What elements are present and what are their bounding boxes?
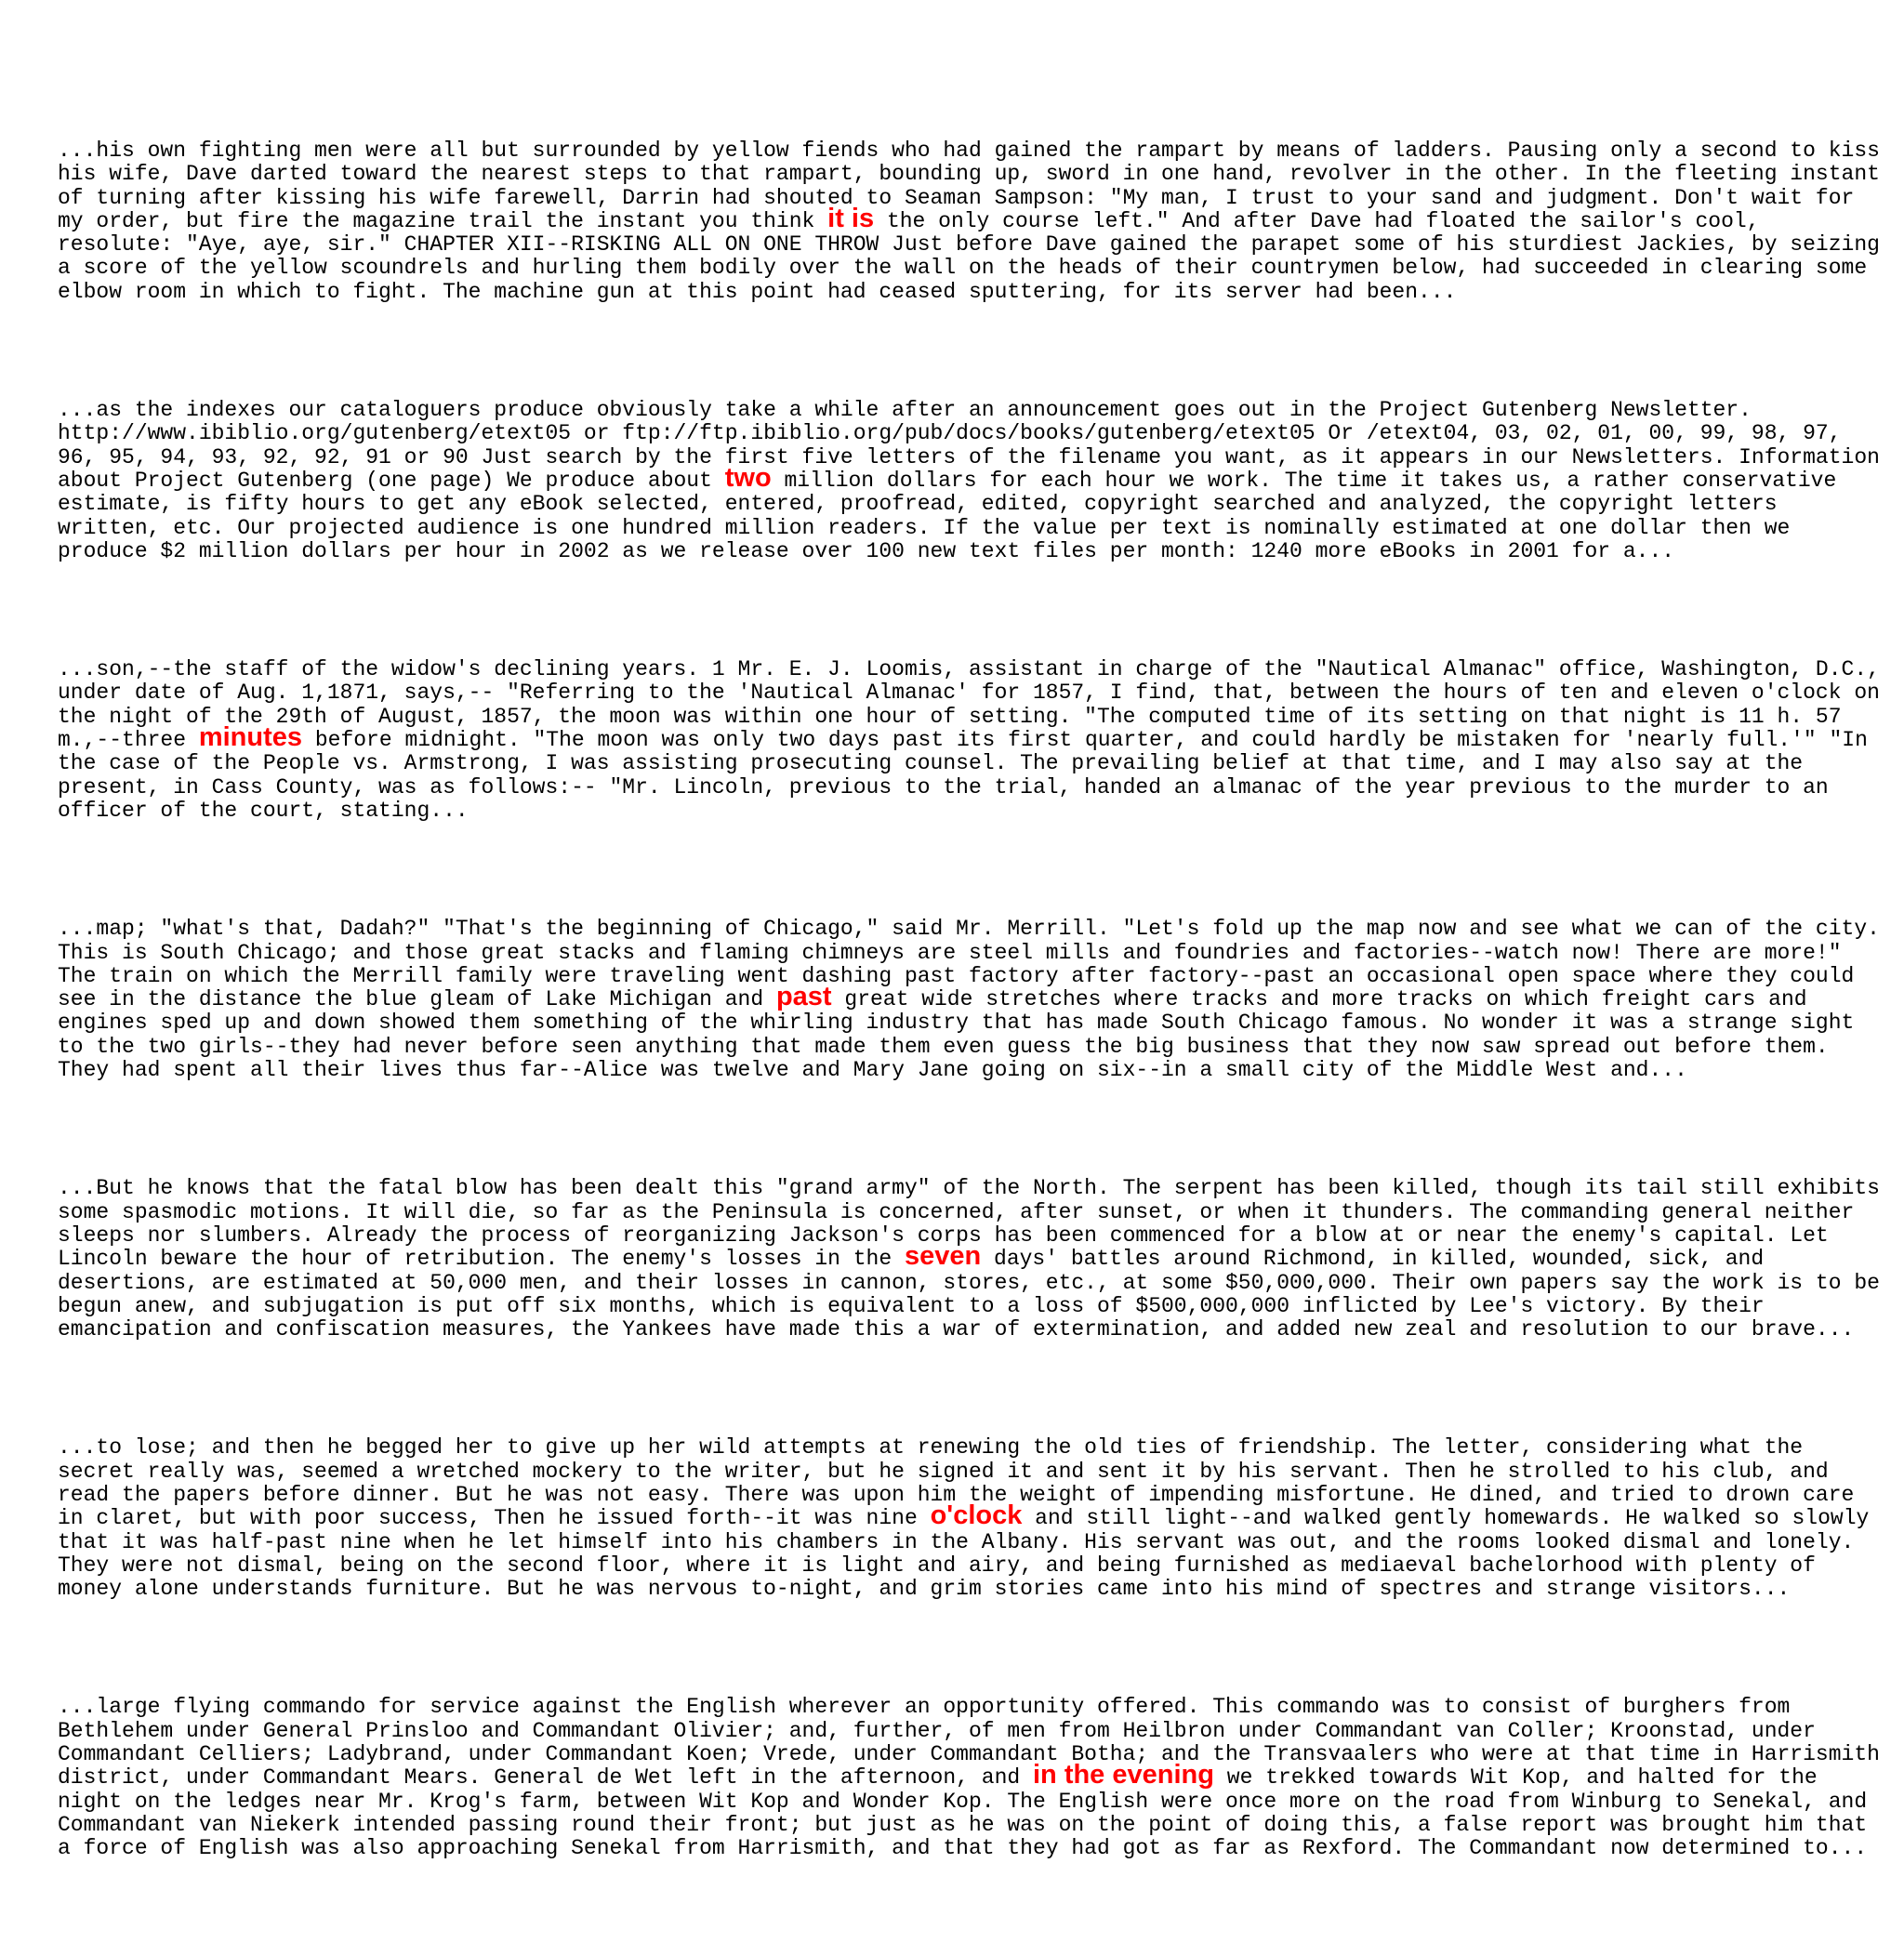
passage-text-before: ...large flying commando for service against the English wherever an opportunity offered. This commando was to consist of burghers from Bethlehem under General Prinsloo and Commandant Olivier; and, further, of men from Heilbron under Commandant van Coller; Kroonstad, under Commandant Celliers; Ladybrand, under Commandant Koen; Vrede, under Commandant Botha; and the Transvaalers who were at that time in Harrismith district, under Commandant Mears. General de Wet left in the afternoon, and [58,1695,1880,1791]
highlighted-phrase: it is [827,203,875,233]
highlighted-phrase: past [775,982,832,1012]
passage-text-after: million dollars for each hour we work. The time it takes us, a rather conservative estimate, is fifty hours to get any eBook selected, entered, proofread, edited, copyright searched and analyzed, the copyright letters written, etc. Our projected audience is one hundred million readers. If the value per text is nominally estimated at one dollar then we produce $2 million dollars per hour in 2002 as we release over 100 new text files per month: 1240 more eBooks in 2001 for a... [58,468,1837,563]
passage-text-before: ...map; "what's that, Dadah?" "That's the beginning of Chicago," said Mr. Merrill. "Let's fold up the map now and see what we can of the city. This is South Chicago; and those great stacks and flaming chimneys are steel mills and foundries and factories--watch now! There are more!" The train on which the Merrill family were traveling went dashing past factory after factory--past an occasional open space where they could see in the distance the blue gleam of Lake Michigan and [58,917,1880,1012]
passage-3 [58,658,1880,823]
passage-text-after: and still light--and walked gently homewards. He walked so slowly that it was half-past nine when he let himself into his chambers in the Albany. His servant was out, and the rooms looked dismal and lonely. They were not dismal, being on the second floor, where it is light and airy, and being furnished as mediaeval bachelorhood with plenty of money alone understands furniture. But he was nervous to-night, and grim stories came into his mind of spectres and strange visitors... [58,1506,1870,1602]
passage-text-before: ...But he knows that the fatal blow has been dealt this "grand army" of the North. The serpent has been killed, though its tail still exhibits some spasmodic motions. It will die, so far as the Peninsula is concerned, after sunset, or when it thunders. The commanding general neither sleeps nor slumbers. Already the process of reorganizing Jackson's corps has been commenced for a blow at or near the enemy's capital. Let Lincoln beware the hour of retribution. The enemy's losses in the [58,1176,1880,1272]
highlighted-phrase: in the evening [1032,1760,1214,1791]
passage-text-after: before midnight. "The moon was only two days past its first quarter, and could hardly be mistaken for 'nearly full.'" "In the case of the People vs. Armstrong, I was assisting prosecuting counsel. The prevailing belief at that time, and I may also say at the present, in Cass County, was as follows:-- "Mr. Lincoln, previous to the trial, handed an almanac of the year previous to the murder to an officer of the court, stating... [58,728,1868,823]
highlighted-phrase: two [724,462,772,493]
highlighted-phrase: o'clock [930,1500,1023,1531]
passage-list [58,139,1880,1956]
passage-text-after: days' battles around Richmond, in killed, wounded, sick, and desertions, are estimated at 50,000 men, and their losses in cannon, stores, etc., at some $50,000,000. Their own papers say the work is to be begun anew, and subjugation is put off six months, which is equivalent to a loss of $500,000,000 inflicted by Lee's victory. By their emancipation and confiscation measures, the Yankees have made this a war of extermination, and added new zeal and resolution to our brave... [58,1247,1880,1342]
passage-7 [58,1696,1880,1860]
passage-text-after: the only course left." And after Dave had floated the sailor's cool, resolute: "Aye, aye, sir." CHAPTER XII--RISKING ALL ON ONE THROW Just before Dave gained the parapet some of his sturdiest Jackies, by seizing a score of the yellow scoundrels and hurling them bodily over the wall on the heads of their countrymen below, had succeeded in clearing some elbow room in which to fight. The machine gun at this point had ceased sputtering, for its server had been... [58,208,1880,304]
passage-4 [58,918,1880,1082]
passage-text-after: we trekked towards Wit Kop, and halted for the night on the ledges near Mr. Krog's farm, between Wit Kop and Wonder Kop. The English were once more on the road from Winburg to Senekal, and Commandant van Niekerk intended passing round their front; but just as he was on the point of doing this, a false report was brought him that a force of English was also approaching Senekal from Harrismith, and that they had got as far as Rexford. The Commandant now determined to... [58,1765,1868,1861]
passage-6 [58,1436,1880,1601]
passage-text-after: great wide stretches where tracks and more tracks on which freight cars and engines sped up and down showed them something of the whirling industry that has made South Chicago famous. No wonder it was a strange sight to the two girls--they had never before seen anything that made them even guess the big business that they now saw spread out before them. They had spent all their lives thus far--Alice was twelve and Mary Jane going on six--in a small city of the Middle West and... [58,987,1855,1083]
passage-1 [58,139,1880,304]
passage-text-before: ...as the indexes our cataloguers produce obviously take a while after an announcement goes out in the Project Gutenberg Newsletter. http://www.ibiblio.org/gutenberg/etext05 or ftp://ftp.ibiblio.org/pub/docs/books/gutenberg/etext05 Or /etext04, 03, 02, 01, 00, 99, 98, 97, 96, 95, 94, 93, 92, 92, 91 or 90 Just search by the first five letters of the filename you want, as it appears in our Newsletters. Information about Project Gutenberg (one page) We produce about [58,398,1880,493]
passage-text-before: ...son,--the staff of the widow's declining years. 1 Mr. E. J. Loomis, assistant in charge of the "Nautical Almanac" office, Washington, D.C., under date of Aug. 1,1871, says,-- "Referring to the 'Nautical Almanac' for 1857, I find, that, between the hours of ten and eleven o'clock on the night of the 29th of August, 1857, the moon was within one hour of setting. "The computed time of its setting on that night is 11 h. 57 m.,--three [58,657,1880,753]
passage-5 [58,1177,1880,1341]
passage-text-before: ...his own fighting men were all but surrounded by yellow fiends who had gained the rampart by means of ladders. Pausing only a second to kiss his wife, Dave darted toward the nearest steps to that rampart, bounding up, sword in one hand, revolver in the other. In the fleeting instant of turning after kissing his wife farewell, Darrin had shouted to Seaman Sampson: "My man, I trust to your sand and judgment. Don't wait for my order, but fire the magazine trail the instant you think [58,139,1880,233]
highlighted-phrase: seven [904,1241,982,1272]
passage-text-before: ...to lose; and then he begged her to give up her wild attempts at renewing the old ties of friendship. The letter, considering what the secret really was, seemed a wretched mockery to the writer, but he signed it and sent it by his servant. Then he strolled to his club, and read the papers before dinner. But he was not easy. There was upon him the weight of impending misfortune. He dined, and tried to drown care in claret, but with poor success, Then he issued forth--it was nine [58,1435,1855,1531]
passage-2 [58,399,1880,563]
highlighted-phrase: minutes [198,722,303,753]
